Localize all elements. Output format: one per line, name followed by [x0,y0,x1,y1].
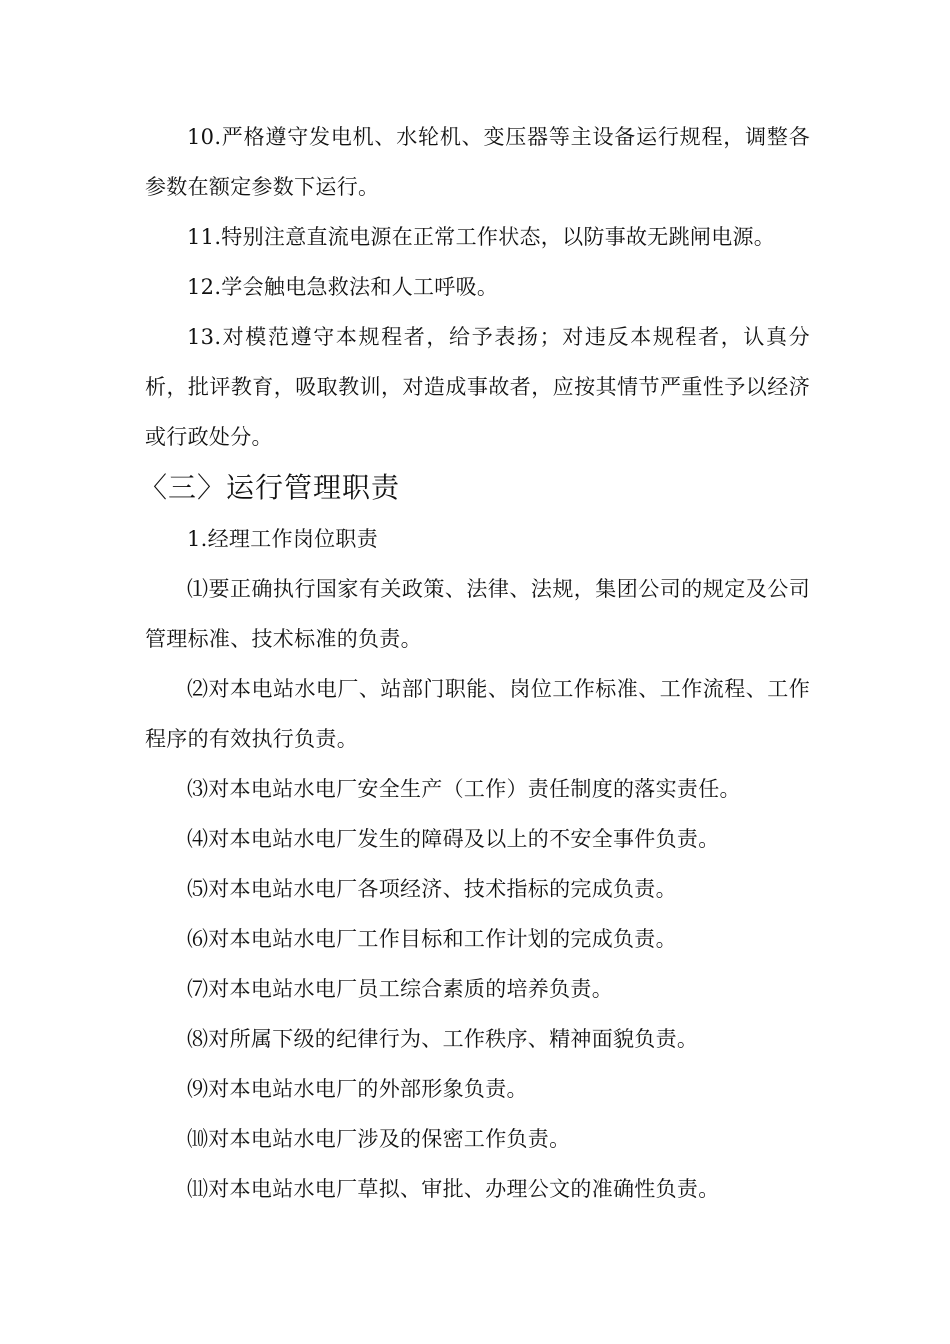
duty-item-7: ⑺对本电站水电厂员工综合素质的培养负责。 [187,977,613,1001]
paragraph-10: 10.严格遵守发电机、水轮机、变压器等主设备运行规程，调整各参数在额定参数下运行。 [145,125,810,199]
duty-item-2: ⑵对本电站水电厂、站部门职能、岗位工作标准、工作流程、工作程序的有效执行负责。 [145,677,810,751]
subheading-manager-duties: 1.经理工作岗位职责 [187,527,379,551]
paragraph-12: 12.学会触电急救法和人工呼吸。 [187,275,499,299]
duty-item-5: ⑸对本电站水电厂各项经济、技术指标的完成负责。 [187,877,677,901]
duty-item-9: ⑼对本电站水电厂的外部形象负责。 [187,1077,528,1101]
duty-item-6: ⑹对本电站水电厂工作目标和工作计划的完成负责。 [187,927,677,951]
duty-item-10: ⑽对本电站水电厂涉及的保密工作负责。 [187,1127,571,1151]
document-body [139,112,810,1214]
duty-item-1: ⑴要正确执行国家有关政策、法律、法规，集团公司的规定及公司管理标准、技术标准的负责。 [145,577,810,651]
duty-item-4: ⑷对本电站水电厂发生的障碍及以上的不安全事件负责。 [187,827,720,851]
section-heading: 〈三〉运行管理职责 [139,471,401,504]
duty-item-8: ⑻对所属下级的纪律行为、工作秩序、精神面貌负责。 [187,1027,699,1051]
paragraph-11: 11.特别注意直流电源在正常工作状态，以防事故无跳闸电源。 [187,225,776,249]
paragraph-13: 13.对模范遵守本规程者，给予表扬；对违反本规程者，认真分析，批评教育，吸取教训，对造成事故者，应按其情节严重性予以经济或行政处分。 [145,325,810,449]
duty-item-11: ⑾对本电站水电厂草拟、审批、办理公文的准确性负责。 [187,1177,720,1201]
duty-item-3: ⑶对本电站水电厂安全生产（工作）责任制度的落实责任。 [187,777,741,801]
